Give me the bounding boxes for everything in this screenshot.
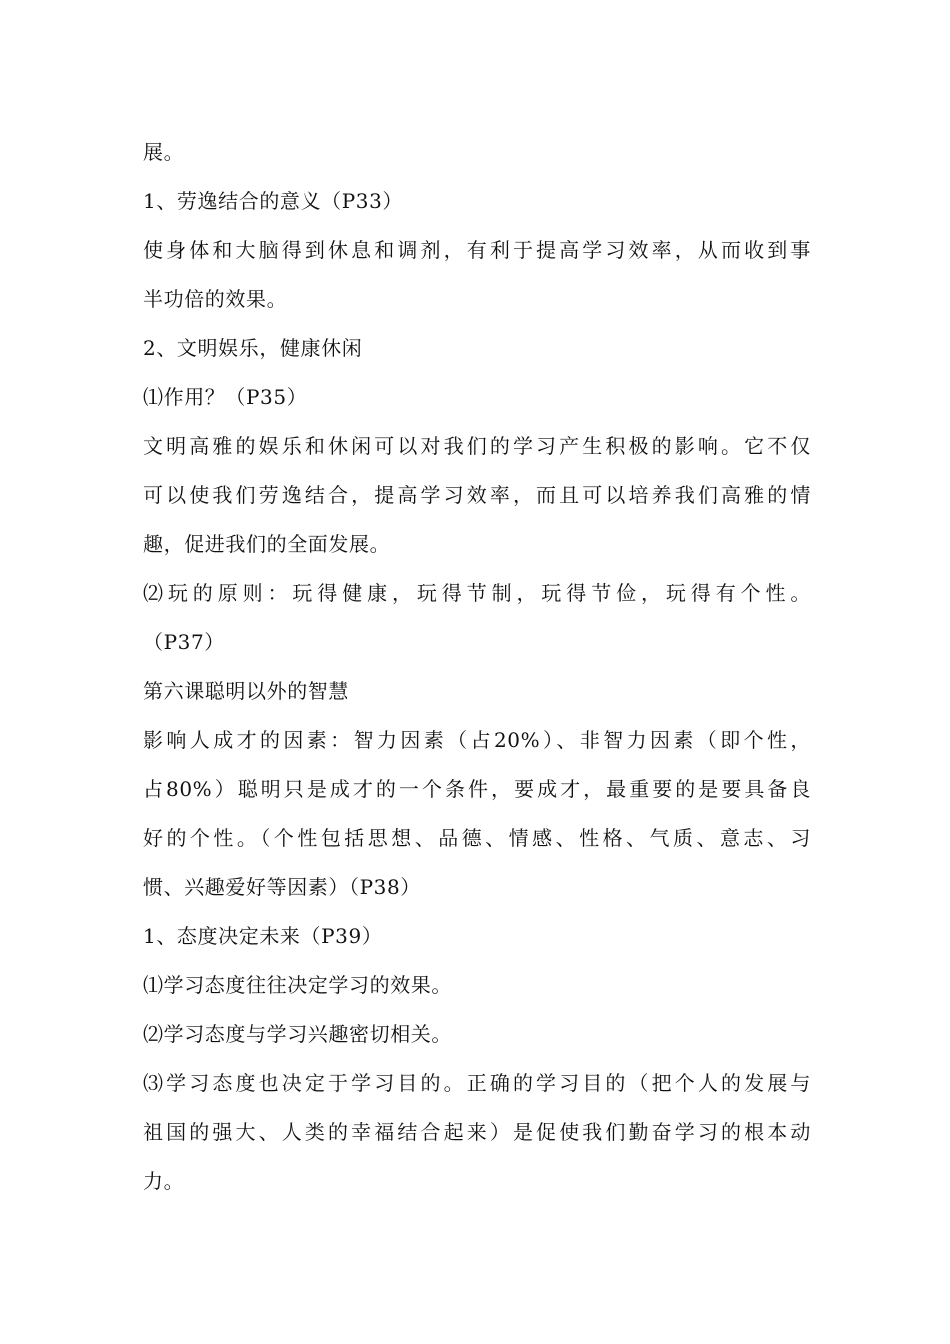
text-line: 力。	[143, 1169, 185, 1193]
text-line: 惯、兴趣爱好等因素）（P38）	[143, 875, 421, 899]
list-item: ⑵学习态度与学习兴趣密切相关。	[143, 1022, 452, 1046]
body-text	[143, 133, 811, 1211]
text-line: 占80%）聪明只是成才的一个条件，要成才，最重要的是要具备良	[143, 777, 811, 801]
sub-heading: ⑴作用？（P35）	[143, 385, 308, 409]
section-heading: 1、劳逸结合的意义（P33）	[143, 189, 404, 213]
section-heading: 1、态度决定未来（P39）	[143, 924, 383, 948]
list-item: ⑴学习态度往往决定学习的效果。	[143, 973, 452, 997]
text-line: 半功倍的效果。	[143, 287, 288, 311]
text-line: 展。	[143, 140, 185, 164]
text-line: 文明高雅的娱乐和休闲可以对我们的学习产生积极的影响。它不仅	[143, 434, 811, 458]
text-line: 影响人成才的因素：智力因素（占20%）、非智力因素（即个性，	[143, 728, 811, 752]
text-line: 使身体和大脑得到休息和调剂，有利于提高学习效率，从而收到事	[143, 238, 811, 262]
text-line: 可以使我们劳逸结合，提高学习效率，而且可以培养我们高雅的情	[143, 483, 811, 507]
sub-heading: ⑵玩的原则：玩得健康，玩得节制，玩得节俭，玩得有个性。	[143, 581, 811, 605]
list-item: ⑶学习态度也决定于学习目的。正确的学习目的（把个人的发展与	[143, 1071, 811, 1095]
lesson-title: 第六课聪明以外的智慧	[143, 679, 349, 703]
text-line: 好的个性。（个性包括思想、品德、情感、性格、气质、意志、习	[143, 826, 811, 850]
section-heading: 2、文明娱乐，健康休闲	[143, 336, 363, 360]
text-line: 祖国的强大、人类的幸福结合起来）是促使我们勤奋学习的根本动	[143, 1120, 811, 1144]
text-line: 趣，促进我们的全面发展。	[143, 532, 391, 556]
text-line: （P37）	[143, 630, 225, 654]
